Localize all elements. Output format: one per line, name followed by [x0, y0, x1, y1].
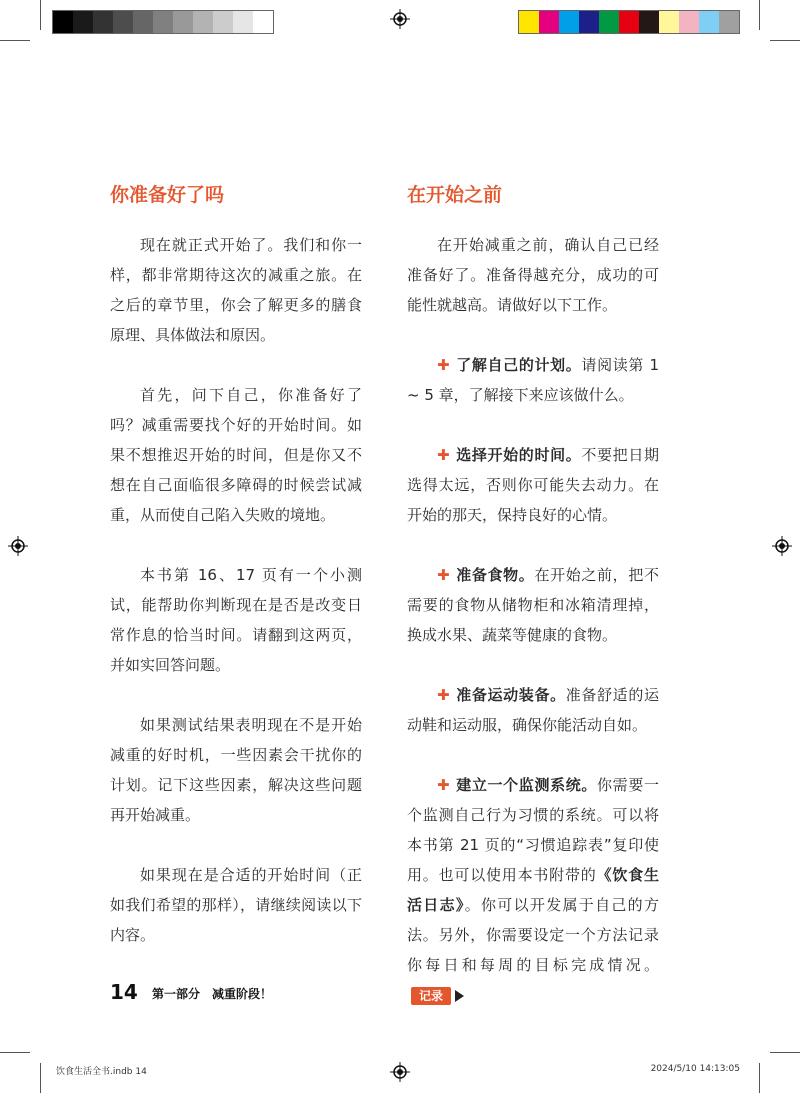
calibration-swatch: [193, 11, 213, 33]
crop-mark: [759, 0, 760, 30]
intro-paragraph: 在开始减重之前，确认自己已经准备好了。准备得越充分，成功的可能性就越高。请做好以下工作。: [407, 236, 659, 314]
calibration-swatch: [599, 11, 619, 33]
calibration-swatch: [519, 11, 539, 33]
calibration-swatch: [233, 11, 253, 33]
calibration-swatch: [173, 11, 193, 33]
calibration-swatch: [619, 11, 639, 33]
bullet-item: [407, 680, 659, 740]
calibration-swatch: [639, 11, 659, 33]
crop-mark: [40, 0, 41, 30]
paragraph: 现在就正式开始了。我们和你一样，都非常期待这次的减重之旅。在之后的章节里，你会了解更多的膳食原理、具体做法和原因。: [110, 236, 362, 344]
plus-icon: ✚: [437, 356, 451, 374]
calibration-swatch: [133, 11, 153, 33]
bullet-title: 准备食物。: [456, 566, 535, 584]
bullet-text: 在开始之前，把不需要的食物从储物柜和冰箱清理掉，换成水果、蔬菜等健康的食物。: [407, 566, 659, 644]
calibration-swatch: [539, 11, 559, 33]
calibration-swatch: [719, 11, 739, 33]
page-number: 14: [110, 980, 138, 1004]
bullet-text: 请阅读第 1 ~ 5 章，了解接下来应该做什么。: [407, 356, 659, 404]
left-column-text: [110, 230, 362, 980]
bullet-text: 准备舒适的运动鞋和运动服，确保你能活动自如。: [407, 686, 659, 734]
registration-mark-icon: [772, 536, 792, 556]
bullet-item: [407, 560, 659, 650]
arrow-right-icon: [455, 990, 464, 1002]
plus-icon: ✚: [437, 566, 451, 584]
color-calibration-bar: [518, 10, 740, 34]
bullet-text-continued: 。你可以开发属于自己的方法。另外，你需要设定一个方法记录你每日和每周的目标完成情况。: [407, 896, 659, 974]
paragraph: 如果测试结果表明现在不是开始减重的好时机，一些因素会干扰你的计划。记下这些因素，解决这些问题再开始减重。: [110, 716, 362, 824]
calibration-swatch: [93, 11, 113, 33]
crop-mark: [40, 1063, 41, 1093]
bullet-text: 你需要一个监测自己行为习惯的系统。可以将本书第 21 页的“习惯追踪表”复印使用。也可以使用本书附带的: [407, 776, 659, 884]
calibration-swatch: [659, 11, 679, 33]
right-heading: 在开始之前: [407, 184, 503, 206]
crop-mark: [770, 40, 800, 41]
plus-icon: ✚: [437, 776, 451, 794]
record-tag: 记录: [411, 987, 451, 1005]
calibration-swatch: [699, 11, 719, 33]
plus-icon: ✚: [437, 686, 451, 704]
calibration-swatch: [113, 11, 133, 33]
crop-mark: [759, 1063, 760, 1093]
slug-timestamp: 2024/5/10 14:13:05: [650, 1064, 740, 1074]
calibration-swatch: [153, 11, 173, 33]
bullet-title: 选择开始的时间。: [456, 446, 582, 464]
bullet-item: [407, 440, 659, 530]
gray-calibration-bar: [52, 10, 274, 34]
bullet-text: 不要把日期选得太远，否则你可能失去动力。在开始的那天，保持良好的心情。: [407, 446, 659, 524]
plus-icon: ✚: [437, 446, 451, 464]
right-column-text: [407, 230, 659, 1040]
paragraph: 首先，问下自己，你准备好了吗？减重需要找个好的开始时间。如果不想推迟开始的时间，但是你又不想在自己面临很多障碍的时候尝试减重，从而使自己陷入失败的境地。: [110, 386, 362, 524]
calibration-swatch: [53, 11, 73, 33]
paragraph: 如果现在是合适的开始时间（正如我们希望的那样），请继续阅读以下内容。: [110, 866, 362, 944]
bullet-title: 了解自己的计划。: [456, 356, 582, 374]
bullet-title: 准备运动装备。: [456, 686, 566, 704]
calibration-swatch: [213, 11, 233, 33]
calibration-swatch: [559, 11, 579, 33]
registration-mark-icon: [8, 536, 28, 556]
paragraph: 本书第 16、17 页有一个小测试，能帮助你判断现在是否是改变日常作息的恰当时间。请翻到这两页，并如实回答问题。: [110, 566, 362, 674]
registration-mark-icon: [390, 1062, 410, 1082]
bullet-title: 建立一个监测系统。: [456, 776, 598, 794]
calibration-swatch: [253, 11, 273, 33]
bullet-item: [407, 350, 659, 410]
slug-file: 饮食生活全书.indb 14: [56, 1067, 147, 1077]
left-heading: 你准备好了吗: [110, 184, 225, 206]
calibration-swatch: [73, 11, 93, 33]
crop-mark: [0, 1052, 30, 1053]
crop-mark: [770, 1052, 800, 1053]
book-title: 《饮食生活日志》: [407, 866, 659, 914]
bullet-item: [407, 770, 659, 1010]
calibration-swatch: [679, 11, 699, 33]
running-title: 第一部分 减重阶段！: [152, 987, 273, 1001]
calibration-swatch: [579, 11, 599, 33]
crop-mark: [0, 40, 30, 41]
registration-mark-icon: [390, 9, 410, 29]
